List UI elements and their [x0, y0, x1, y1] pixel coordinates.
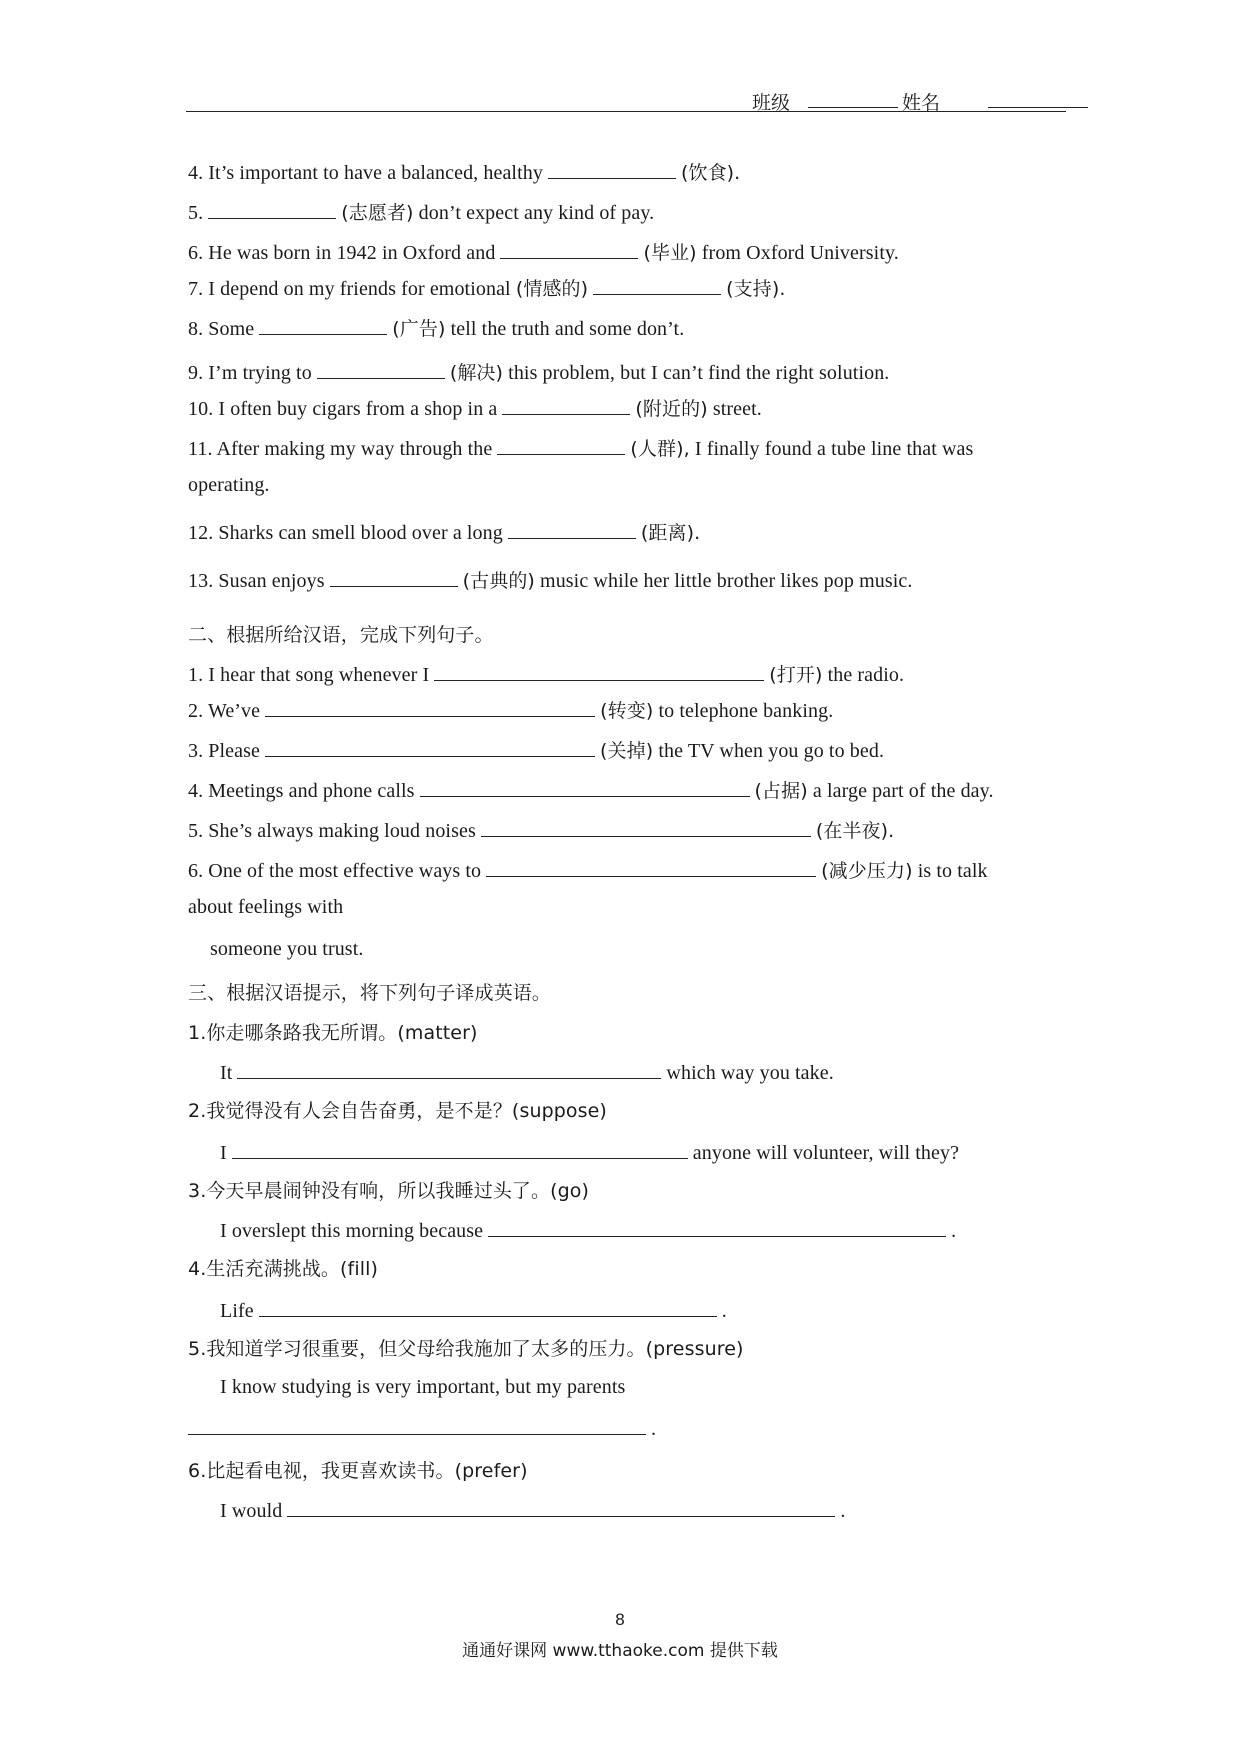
s3-a5: I know studying is very important, but my parents: [220, 1376, 626, 1398]
s1-item-11-cont: operating.: [188, 474, 270, 496]
s3-q2: 2.我觉得没有人会自告奋勇，是不是？(suppose): [188, 1100, 607, 1122]
s1-item-4: 4. It’s important to have a balanced, healthy (饮食).: [188, 162, 741, 184]
s2-item-3: 3. Please (关掉) the TV when you go to bed.: [188, 740, 885, 762]
s3-a6: I would .: [220, 1500, 846, 1522]
section2-title: 二、根据所给汉语，完成下列句子。: [188, 624, 494, 646]
s2-item-5: 5. She’s always making loud noises (在半夜).: [188, 820, 895, 842]
name-blank: [988, 107, 1088, 108]
s3-q4: 4.生活充满挑战。(fill): [188, 1258, 378, 1280]
s3-q3: 3.今天早晨闹钟没有响，所以我睡过头了。(go): [188, 1180, 590, 1202]
s2-item-1: 1. I hear that song whenever I (打开) the radio.: [188, 664, 905, 686]
s1-item-5: 5. (志愿者) don’t expect any kind of pay.: [188, 202, 655, 224]
s3-q6: 6.比起看电视，我更喜欢读书。(prefer): [188, 1460, 528, 1482]
s2-item-4: 4. Meetings and phone calls (占据) a large part of the day.: [188, 780, 994, 802]
s1-item-11: 11. After making my way through the (人群), I finally found a tube line that was: [188, 438, 974, 460]
page-number: 8: [615, 1610, 625, 1629]
s1-item-9: 9. I’m trying to (解决) this problem, but I can’t find the right solution.: [188, 362, 890, 384]
s2-item-6-cont1: about feelings with: [188, 896, 344, 918]
s1-item-7: 7. I depend on my friends for emotional (情感的) (支持).: [188, 278, 786, 300]
s3-a5-cont: .: [188, 1416, 656, 1441]
s1-item-6: 6. He was born in 1942 in Oxford and (毕业) from Oxford University.: [188, 242, 899, 264]
header-rule: [186, 111, 1066, 112]
name-label: 姓名: [902, 92, 941, 114]
s2-item-2: 2. We’ve (转变) to telephone banking.: [188, 700, 834, 722]
class-label: 班级: [752, 92, 791, 114]
s3-a4: Life .: [220, 1300, 727, 1322]
class-blank: [808, 107, 898, 108]
section3-title: 三、根据汉语提示，将下列句子译成英语。: [188, 982, 551, 1004]
source-footer: 通通好课网 www.tthaoke.com 提供下载: [462, 1641, 778, 1661]
s3-a3: I overslept this morning because .: [220, 1220, 957, 1242]
s1-item-10: 10. I often buy cigars from a shop in a (附近的) street.: [188, 398, 762, 420]
s3-q5: 5.我知道学习很重要，但父母给我施加了太多的压力。(pressure): [188, 1338, 744, 1360]
s1-item-12: 12. Sharks can smell blood over a long (距离).: [188, 522, 701, 544]
s3-a2: I anyone will volunteer, will they?: [220, 1142, 960, 1164]
s1-item-13: 13. Susan enjoys (古典的) music while her little brother likes pop music.: [188, 570, 913, 592]
s1-item-8: 8. Some (广告) tell the truth and some don’t.: [188, 318, 685, 340]
s3-a1: It which way you take.: [220, 1062, 834, 1084]
s2-item-6: 6. One of the most effective ways to (减少压力) is to talk: [188, 860, 988, 882]
s3-q1: 1.你走哪条路我无所谓。(matter): [188, 1022, 478, 1044]
s2-item-6-cont2: someone you trust.: [210, 938, 364, 960]
